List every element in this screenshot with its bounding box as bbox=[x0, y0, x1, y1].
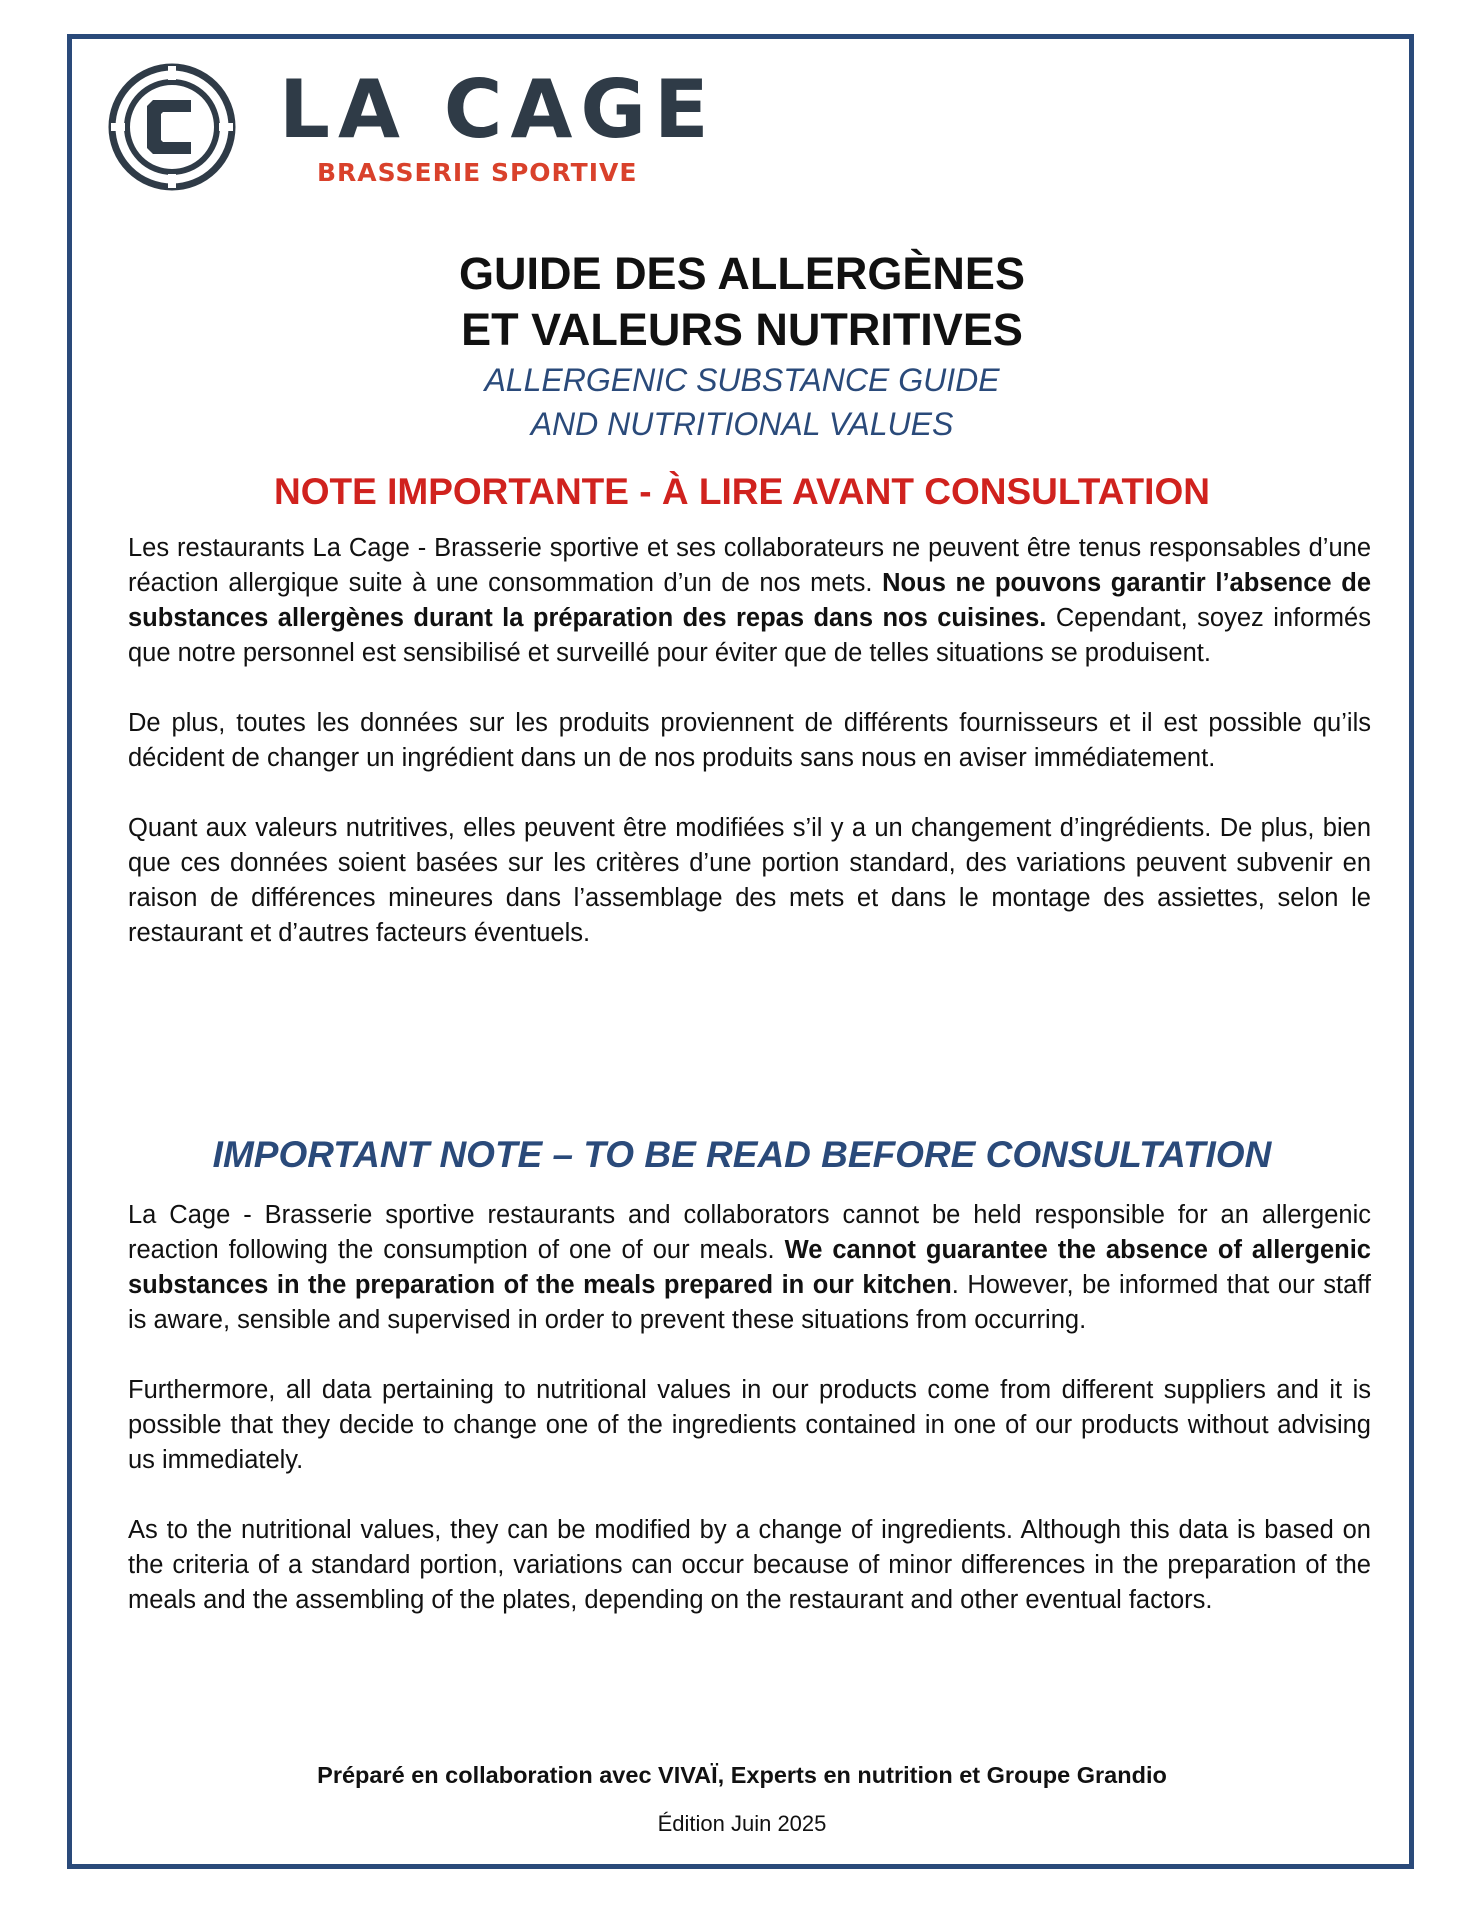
la-cage-logo bbox=[107, 62, 717, 192]
french-paragraph-1 bbox=[128, 531, 1371, 671]
logo-title: LA CAGE bbox=[279, 63, 717, 156]
french-note-section bbox=[128, 531, 1371, 986]
french-paragraph-2: De plus, toutes les données sur les produits proviennent de différents fournisseurs et il est possible qu’ils décident de changer un ingrédient dans un de nos produits sans nous en aviser immédiatement. bbox=[128, 709, 1371, 772]
footer-edition: Édition Juin 2025 bbox=[657, 1811, 827, 1836]
english-note-section bbox=[128, 1198, 1371, 1653]
page-title bbox=[0, 246, 1484, 358]
french-p1-text-b: Cependant, soyez informés que notre personnel est sensibilisé et surveillé pour éviter que de telles situations se produisent. bbox=[128, 604, 1371, 667]
french-p1-text-a: Les restaurants La Cage - Brasserie sportive et ses collaborateurs ne peuvent être tenus responsables d’une réaction allergique suite à une consommation d’un de nos mets. bbox=[128, 534, 1371, 597]
page-title-line-1: GUIDE DES ALLERGÈNES bbox=[459, 248, 1025, 299]
french-note-heading: NOTE IMPORTANTE - À LIRE AVANT CONSULTATION bbox=[274, 471, 1210, 512]
french-p1-bold: Nous ne pouvons garantir l’absence de substances allergènes durant la préparation des repas dans nos cuisines. bbox=[128, 569, 1371, 632]
page-subtitle-english bbox=[0, 358, 1484, 446]
english-p1-text-b: . However, be informed that our staff is aware, sensible and supervised in order to prevent these situations from occurring. bbox=[128, 1271, 1372, 1334]
english-p1-bold: We cannot guarantee the absence of allergenic substances in the preparation of the meals prepared in our kitchen bbox=[128, 1236, 1371, 1299]
english-paragraph-2: Furthermore, all data pertaining to nutritional values in our products come from different suppliers and it is possible that they decide to change one of the ingredients contained in one of our products without advising us immediately. bbox=[128, 1376, 1371, 1474]
french-paragraph-3: Quant aux valeurs nutritives, elles peuvent être modifiées s’il y a un changement d’ingrédients. De plus, bien que ces données soient basées sur les critères d’une portion standard, des variations peuvent subvenir en raison de différences mineures dans l’assemblage des mets et dans le montage des assiettes, selon le restaurant et d’autres facteurs éventuels. bbox=[128, 814, 1371, 947]
english-note-heading: IMPORTANT NOTE – TO BE READ BEFORE CONSULTATION bbox=[212, 1134, 1272, 1175]
english-paragraph-1 bbox=[128, 1198, 1371, 1338]
la-cage-c-emblem-icon bbox=[107, 62, 237, 192]
logo-subtitle: BRASSERIE SPORTIVE bbox=[317, 158, 638, 187]
page-subtitle-line-1: ALLERGENIC SUBSTANCE GUIDE bbox=[484, 362, 1000, 398]
page-title-line-2: ET VALEURS NUTRITIVES bbox=[461, 304, 1023, 355]
english-paragraph-3: As to the nutritional values, they can be modified by a change of ingredients. Although this data is based on the criteria of a standard portion, variations can occur because of minor differences in the preparation of the meals and the assembling of the plates, depending on the restaurant and other eventual factors. bbox=[128, 1516, 1371, 1614]
footer-credit: Préparé en collaboration avec VIVAÏ, Experts en nutrition et Groupe Grandio bbox=[317, 1762, 1167, 1788]
page-subtitle-line-2: AND NUTRITIONAL VALUES bbox=[530, 406, 954, 442]
english-p1-text-a: La Cage - Brasserie sportive restaurants and collaborators cannot be held responsible for an allergenic reaction following the consumption of one of our meals. bbox=[128, 1201, 1371, 1264]
